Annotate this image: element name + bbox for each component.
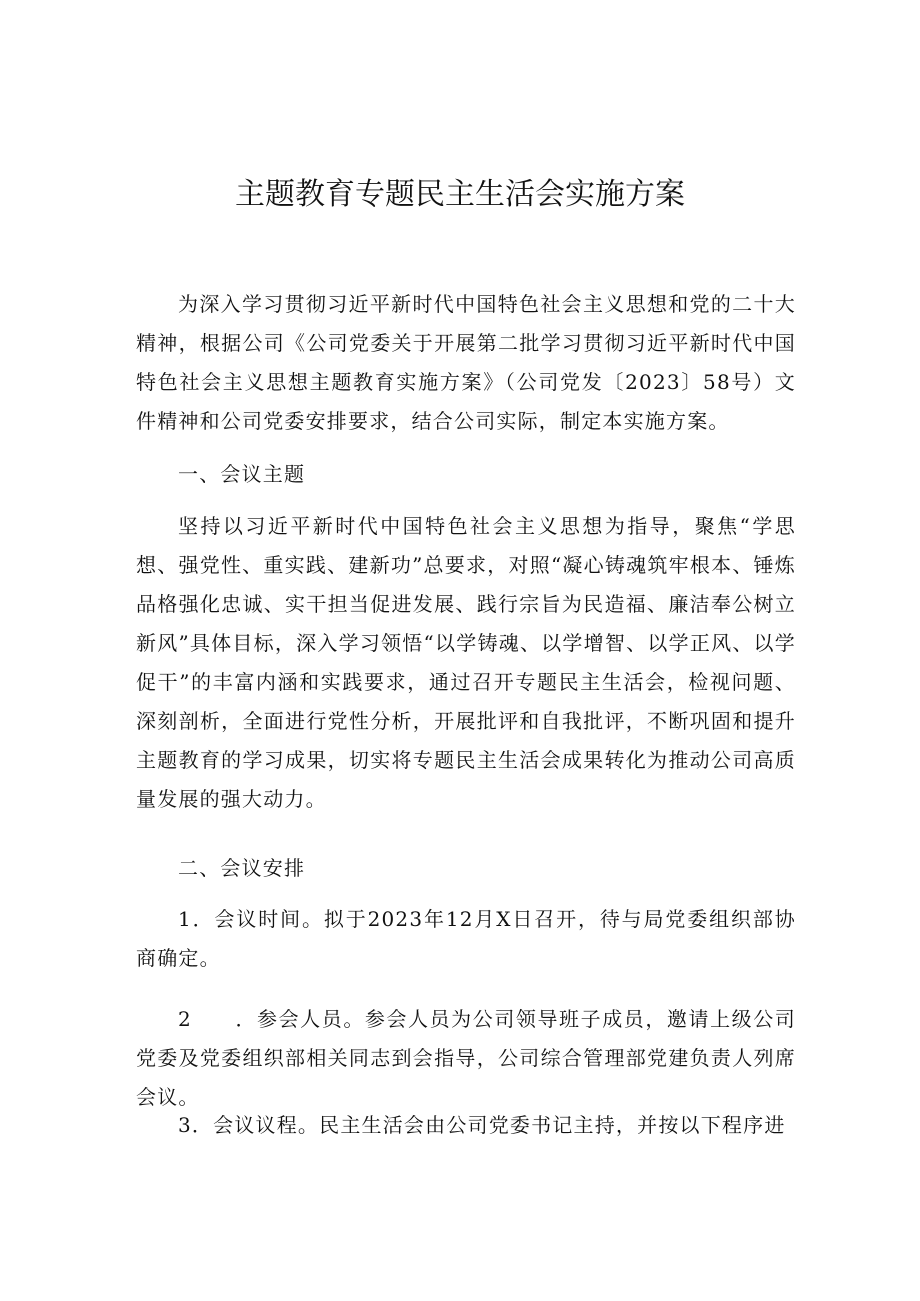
section-heading-topic: 一、会议主题 xyxy=(178,462,306,486)
intro-paragraph: 为深入学习贯彻习近平新时代中国特色社会主义思想和党的二十大精神，根据公司《公司党委关于开展第二批学习贯彻习近平新时代中国特色社会主义思想主题教育实施方案》（公司党发〔2023〕58号）文件精神和公司党委安排要求，结合公司实际，制定本实施方案。 xyxy=(136,292,796,433)
item-participants: 2 ．参会人员。参会人员为公司领导班子成员，邀请上级公司党委及党委组织部相关同志到会指导，公司综合管理部党建负责人列席会议。 xyxy=(136,1007,796,1109)
section-topic-body: 坚持以习近平新时代中国特色社会主义思想为指导，聚焦“学思想、强党性、重实践、建新功”总要求，对照“凝心铸魂筑牢根本、锤炼品格强化忠诚、实干担当促进发展、践行宗旨为民造福、廉洁奉公树立新风”具体目标，深入学习领悟“以学铸魂、以学增智、以学正风、以学促干”的丰富内涵和实践要求，通过召开专题民主生活会，检视问题、深刻剖析，全面进行党性分析，开展批评和自我批评，不断巩固和提升主题教育的学习成果，切实将专题民主生活会成果转化为推动公司高质量发展的强大动力。 xyxy=(136,514,796,811)
item-agenda: 3．会议议程。民主生活会由公司党委书记主持，并按以下程序进 xyxy=(178,1113,786,1137)
document-title: 主题教育专题民主生活会实施方案 xyxy=(235,177,685,212)
item-meeting-time: 1．会议时间。拟于2023年12月X日召开，待与局党委组织部协商确定。 xyxy=(136,907,796,970)
section-heading-arrangement: 二、会议安排 xyxy=(178,856,306,880)
